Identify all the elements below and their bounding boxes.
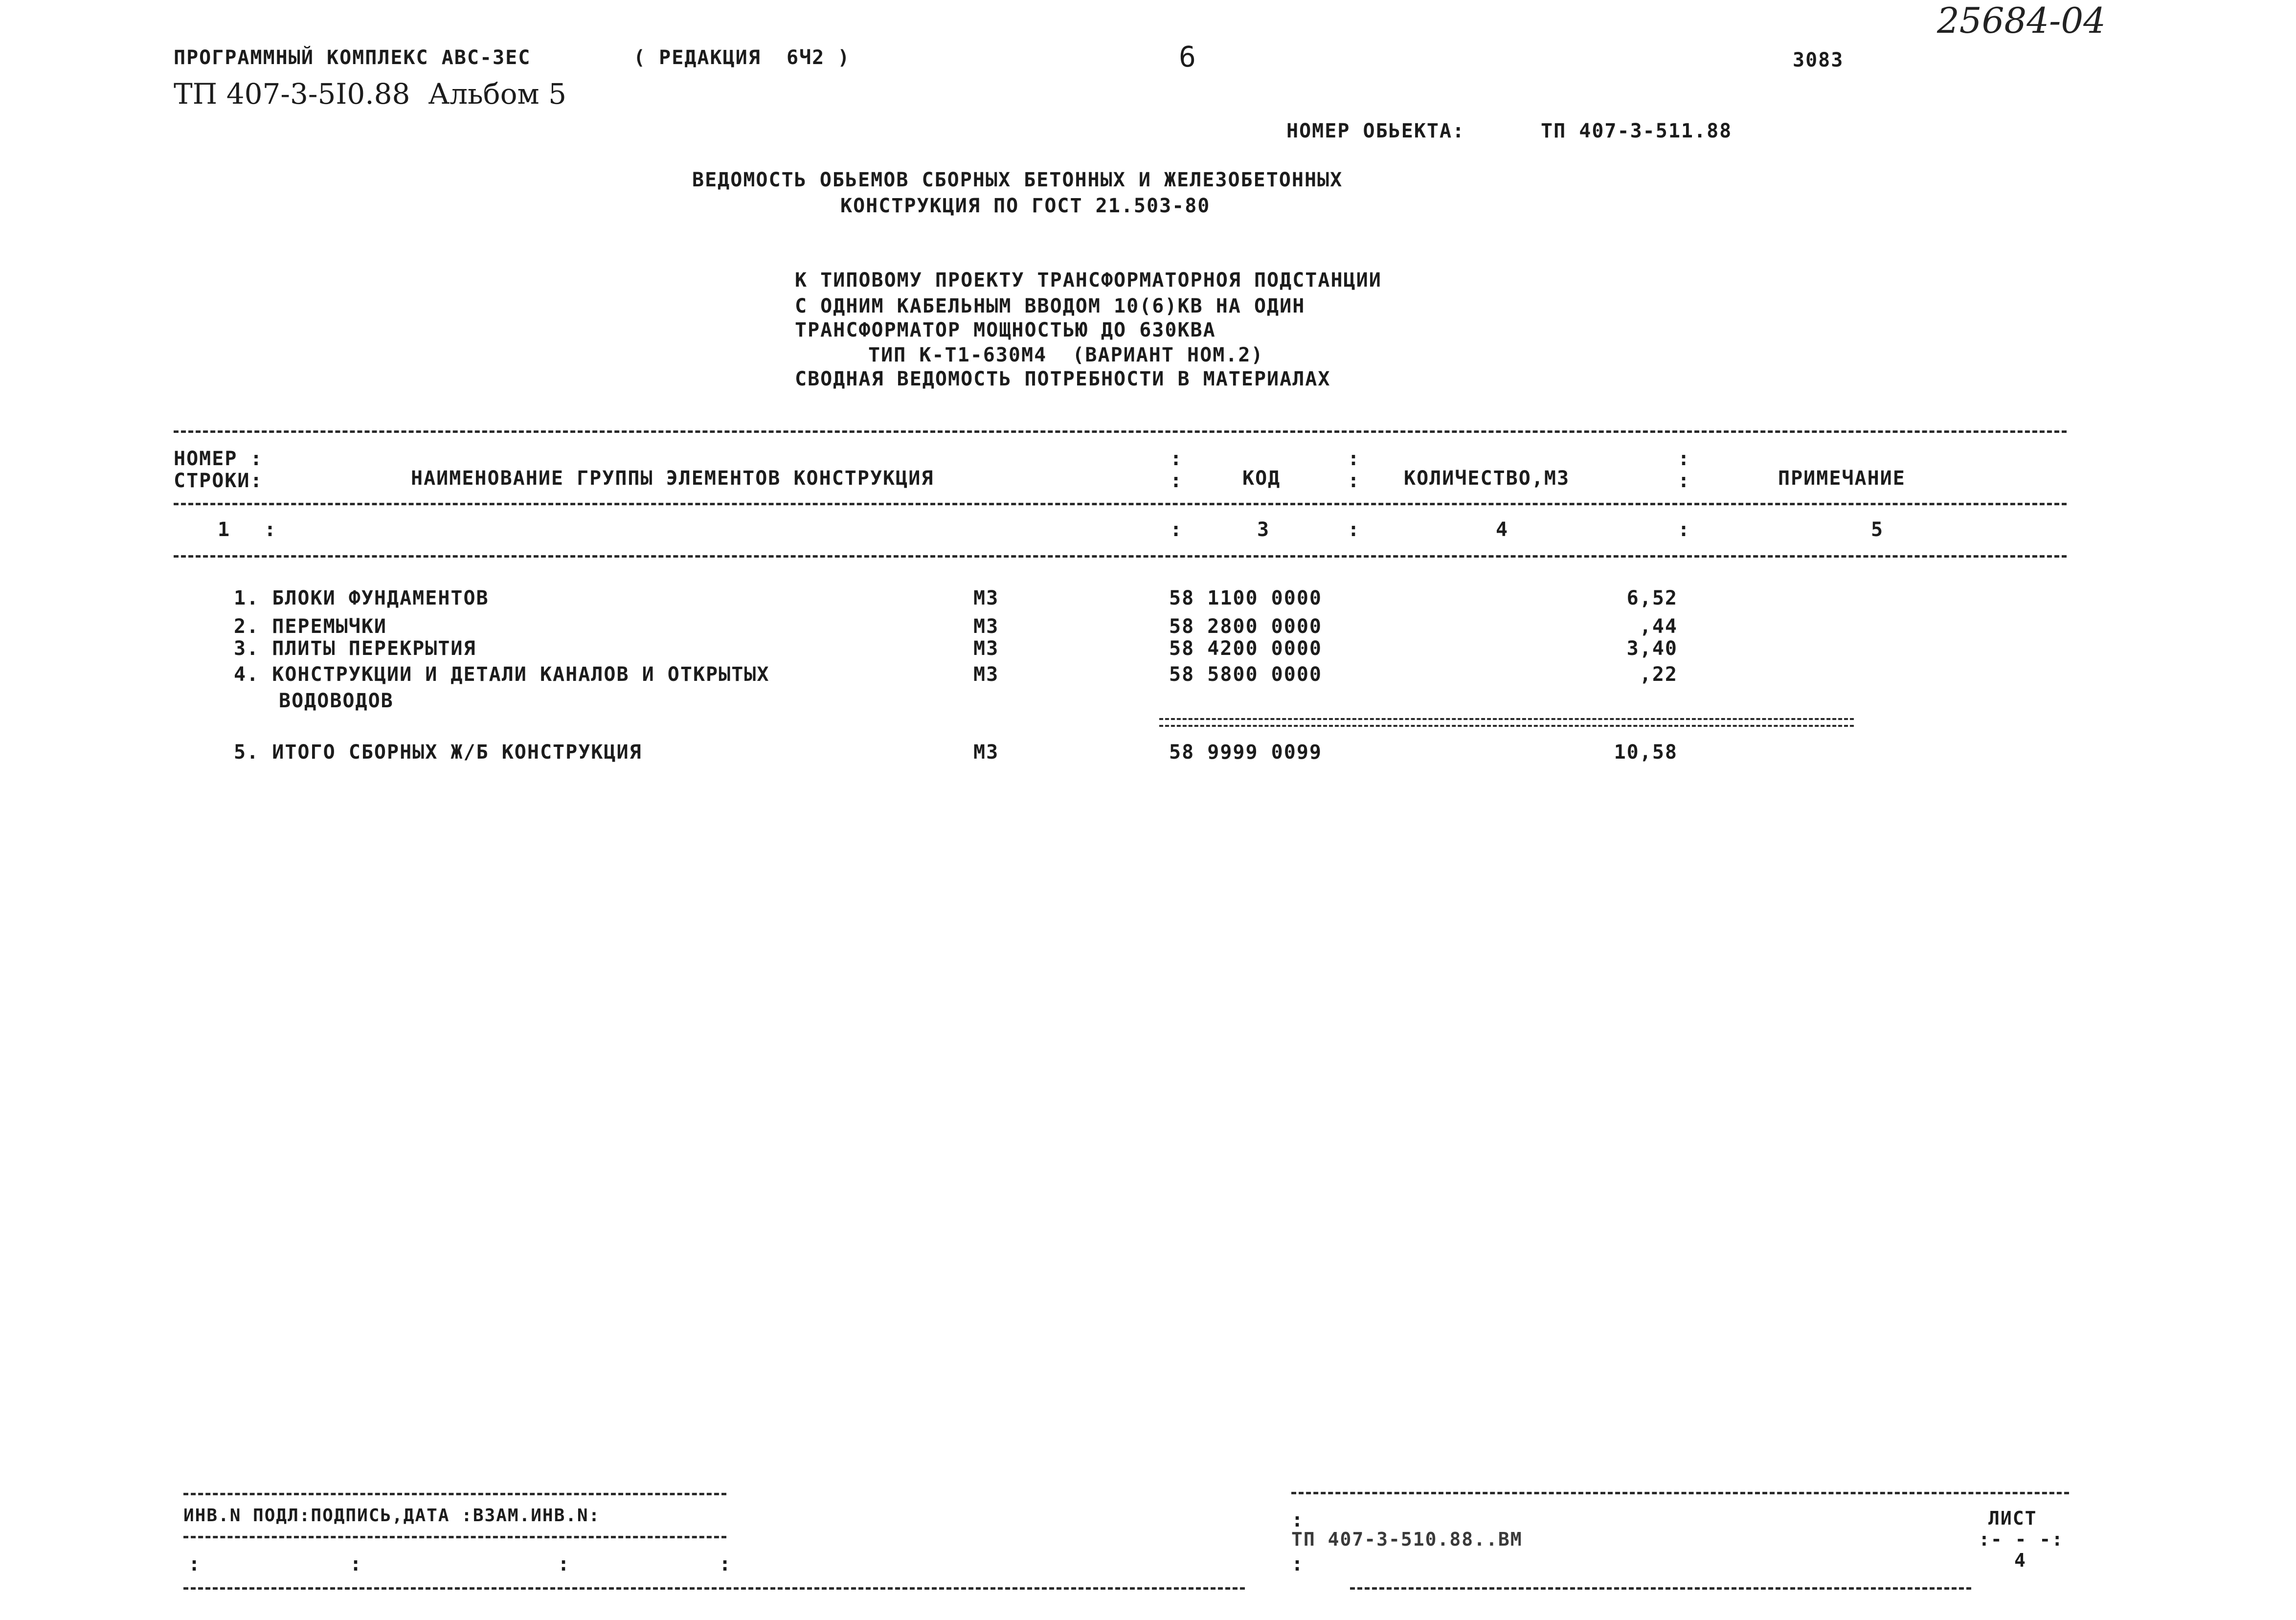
column-number-separator: : xyxy=(264,518,276,541)
subtitle-line-5: СВОДНАЯ ВЕДОМОСТЬ ПОТРЕБНОСТИ В МАТЕРИАЛАХ xyxy=(795,368,1331,390)
row-quantity: ,22 xyxy=(1639,663,1678,686)
total-quantity: 10,58 xyxy=(1614,741,1678,764)
stamp-separator: : xyxy=(350,1553,362,1575)
column-number-separator: : xyxy=(1170,518,1182,541)
stamp-top-rule xyxy=(183,1493,726,1495)
row-code: 58 4200 0000 xyxy=(1169,637,1322,660)
column-number-separator: : xyxy=(1678,518,1690,541)
row-name: 1. БЛОКИ ФУНДАМЕНТОВ xyxy=(234,587,489,609)
object-label: НОМЕР ОБЬЕКТА: xyxy=(1286,120,1465,142)
project-reference: ТП 407-3-5I0.88 Альбом 5 xyxy=(174,77,566,111)
subtitle-line-4: ТИП К-Т1-630М4 (ВАРИАНТ НОМ.2) xyxy=(868,344,1264,366)
document-code: 3083 xyxy=(1793,49,1844,71)
header-name: НАИМЕНОВАНИЕ ГРУППЫ ЭЛЕМЕНТОВ КОНСТРУКЦИЯ xyxy=(411,467,934,490)
header-separator: : xyxy=(1678,470,1690,492)
column-numbers-bottom-rule xyxy=(174,555,2067,558)
row-unit: М3 xyxy=(973,615,999,638)
stamp-middle-rule xyxy=(183,1536,726,1538)
row-quantity: 6,52 xyxy=(1626,587,1678,609)
sheet-marks: :- - -: xyxy=(1979,1529,2064,1550)
row-name: 4. КОНСТРУКЦИИ И ДЕТАЛИ КАНАЛОВ И ОТКРЫТЫХ xyxy=(234,663,770,686)
stamp-header: ИНВ.N ПОДЛ:ПОДПИСЬ,ДАТА :ВЗАМ.ИНВ.N: xyxy=(183,1506,601,1526)
header-separator: : xyxy=(1348,470,1360,492)
stamp-separator: : xyxy=(558,1553,570,1575)
sheet-number: 4 xyxy=(2014,1550,2026,1571)
column-number-4: 4 xyxy=(1496,518,1509,541)
title-block-separator: : xyxy=(1291,1553,1304,1575)
header-row-number-2: СТРОКИ: xyxy=(174,470,263,492)
column-number-5: 5 xyxy=(1871,518,1884,541)
header-quantity: КОЛИЧЕСТВО,М3 xyxy=(1404,467,1570,490)
edition-label: ( РЕДАКЦИЯ 6Ч2 ) xyxy=(633,46,851,69)
title-line-1: ВЕДОМОСТЬ ОБЬЕМОВ СБОРНЫХ БЕТОННЫХ И ЖЕЛЕЗОБЕТОННЫХ xyxy=(692,169,1343,191)
stamp-separator: : xyxy=(188,1553,201,1575)
title-block-separator: : xyxy=(1291,1509,1304,1531)
total-code: 58 9999 0099 xyxy=(1169,741,1322,764)
row-quantity: 3,40 xyxy=(1626,637,1678,660)
header-separator: : xyxy=(1170,470,1182,492)
header-bottom-rule xyxy=(174,503,2067,505)
row-code: 58 2800 0000 xyxy=(1169,615,1322,638)
total-separator xyxy=(1159,718,1854,727)
row-name: 2. ПЕРЕМЫЧКИ xyxy=(234,615,387,638)
row-code: 58 5800 0000 xyxy=(1169,663,1322,686)
stamp-separator: : xyxy=(719,1553,731,1575)
handwritten-number: 25684-04 xyxy=(1937,0,2106,41)
title-block-document-code: ТП 407-3-510.88..ВМ xyxy=(1291,1529,1523,1550)
header-separator: : xyxy=(1170,448,1182,470)
title-block-bottom-rule xyxy=(1350,1587,1971,1590)
subtitle-line-3: ТРАНСФОРМАТОР МОЩНОСТЬЮ ДО 630КВА xyxy=(795,319,1216,341)
total-name: 5. ИТОГО СБОРНЫХ Ж/Б КОНСТРУКЦИЯ xyxy=(234,741,642,764)
sheet-label: ЛИСТ xyxy=(1988,1508,2037,1529)
header-code: КОД xyxy=(1242,467,1281,490)
row-unit: М3 xyxy=(973,587,999,609)
stamp-bottom-rule xyxy=(183,1587,1245,1590)
subtitle-line-1: К ТИПОВОМУ ПРОЕКТУ ТРАНСФОРМАТОРНОЯ ПОДСТАНЦИИ xyxy=(795,269,1382,292)
row-unit: М3 xyxy=(973,637,999,660)
row-name: 3. ПЛИТЫ ПЕРЕКРЫТИЯ xyxy=(234,637,476,660)
header-row-number-1: НОМЕР : xyxy=(174,448,263,470)
column-number-1: 1 xyxy=(218,518,231,541)
column-number-3: 3 xyxy=(1257,518,1270,541)
title-line-2: КОНСТРУКЦИЯ ПО ГОСТ 21.503-80 xyxy=(840,195,1211,217)
page-number: 6 xyxy=(1179,40,1196,73)
header-separator: : xyxy=(1678,448,1690,470)
header-separator: : xyxy=(1348,448,1360,470)
row-name-continued: ВОДОВОДОВ xyxy=(279,690,394,712)
row-code: 58 1100 0000 xyxy=(1169,587,1322,609)
header-note: ПРИМЕЧАНИЕ xyxy=(1778,467,1906,490)
object-value: ТП 407-3-511.88 xyxy=(1541,120,1733,142)
column-number-separator: : xyxy=(1348,518,1360,541)
row-unit: М3 xyxy=(973,663,999,686)
table-top-rule xyxy=(174,430,2067,433)
total-unit: М3 xyxy=(973,741,999,764)
row-quantity: ,44 xyxy=(1639,615,1678,638)
subtitle-line-2: С ОДНИМ КАБЕЛЬНЫМ ВВОДОМ 10(6)КВ НА ОДИН xyxy=(795,295,1306,317)
title-block-top-rule xyxy=(1291,1492,2069,1494)
program-name: ПРОГРАММНЫЙ КОМПЛЕКС АВС-ЗЕС xyxy=(174,46,531,69)
